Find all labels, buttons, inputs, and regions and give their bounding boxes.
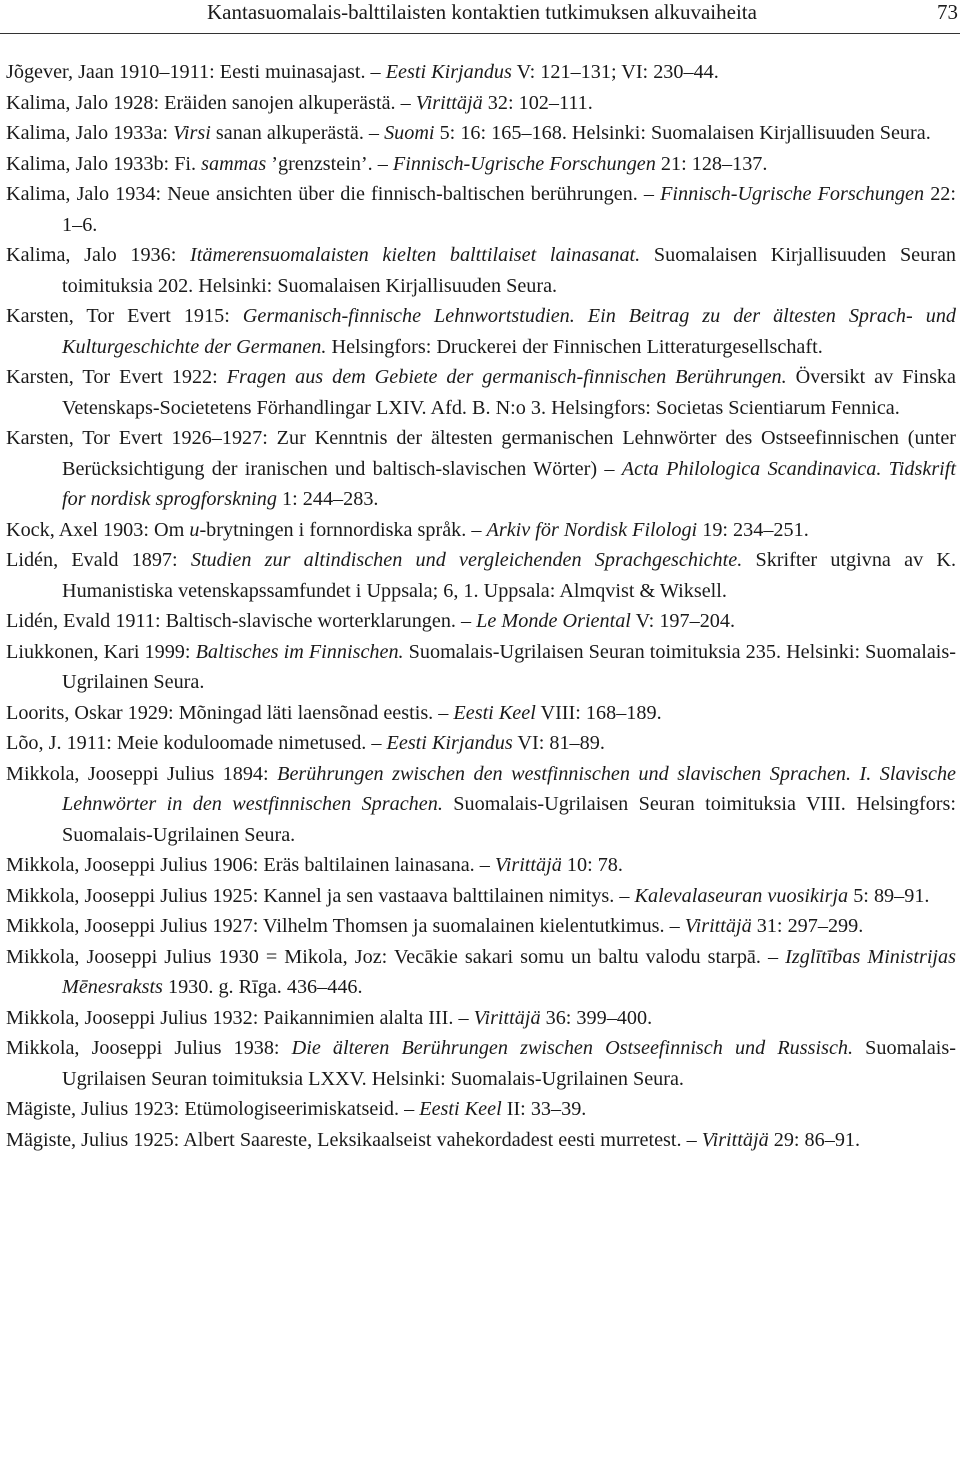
reference-title-italic: Virittäjä bbox=[701, 1128, 769, 1151]
reference-title-italic: sammas bbox=[201, 152, 267, 175]
reference-list bbox=[6, 57, 956, 1155]
reference-title-italic: Kalevalaseuran vuosikirja bbox=[634, 884, 849, 907]
header-rule bbox=[0, 33, 960, 34]
reference-entry bbox=[6, 1033, 956, 1094]
reference-title-italic: Virittäjä bbox=[473, 1006, 541, 1029]
reference-entry bbox=[6, 149, 956, 180]
running-header bbox=[0, 0, 960, 34]
reference-title-italic: Die älteren Berührungen zwischen Ostseefinnisch und Russisch. bbox=[291, 1037, 854, 1059]
reference-entry bbox=[6, 881, 956, 912]
reference-entry bbox=[6, 1003, 956, 1034]
reference-text: Suomalais-Ugrilaisen Seuran toimituksia VIII. Helsingfors: Suomalais-Ugrilainen Seura. bbox=[62, 793, 956, 846]
reference-text: Kalima, Jalo 1936: bbox=[6, 244, 191, 266]
reference-title-italic: Studien zur altindischen und vergleichenden Sprachgeschichte. bbox=[190, 549, 743, 571]
reference-title-italic: Le Monde Oriental bbox=[476, 610, 631, 632]
reference-text: V: 121–131; VI: 230–44. bbox=[511, 61, 719, 83]
reference-text: Suomalaisen Kirjallisuuden Seuran toimituksia 202. Helsinki: Suomalaisen Kirjallisuuden Seura. bbox=[62, 244, 956, 297]
reference-text: Suomalais-Ugrilaisen Seuran toimituksia LXXV. Helsinki: Suomalais-Ugrilainen Seura. bbox=[62, 1037, 956, 1090]
reference-text: Lõo, J. 1911: Meie koduloomade nimetused. – bbox=[6, 732, 387, 754]
reference-text: 10: 78. bbox=[561, 854, 623, 876]
reference-entry bbox=[6, 850, 956, 881]
reference-title-italic: Finnisch-Ugrische Forschungen bbox=[660, 183, 925, 205]
reference-text: Kalima, Jalo 1933a: bbox=[6, 122, 174, 144]
reference-text: Översikt av Finska Vetenskaps-Societetens Förhandlingar LXIV. Afd. B. N:o 3. Helsingfors: Societas Scientiarum Fennica. bbox=[62, 366, 956, 419]
running-title: Kantasuomalais-balttilaisten kontaktien tutkimuksen alkuvaiheita bbox=[207, 0, 757, 24]
reference-text: Mikkola, Jooseppi Julius 1932: Paikannimien alalta III. – bbox=[6, 1006, 474, 1029]
reference-title-italic: Eesti Keel bbox=[419, 1098, 502, 1120]
reference-title-italic: Acta Philologica Scandinavica. Tidskrift for nordisk sprogforskning bbox=[62, 457, 956, 510]
reference-entry bbox=[6, 57, 956, 88]
page-number: 73 bbox=[937, 0, 958, 24]
reference-entry bbox=[6, 545, 956, 606]
reference-text: 5: 16: 165–168. Helsinki: Suomalaisen Kirjallisuuden Seura. bbox=[434, 122, 931, 144]
reference-text: 29: 86–91. bbox=[768, 1128, 861, 1151]
reference-entry bbox=[6, 606, 956, 637]
reference-title-italic: Eesti Kirjandus bbox=[385, 61, 512, 83]
reference-entry bbox=[6, 240, 956, 301]
reference-text: VIII: 168–189. bbox=[535, 701, 662, 724]
reference-text: Loorits, Oskar 1929: Mõningad läti laensõnad eestis. – bbox=[6, 701, 454, 724]
reference-text: ’grenzstein’. – bbox=[266, 152, 393, 175]
reference-entry bbox=[6, 118, 956, 149]
reference-text: Kalima, Jalo 1933b: Fi. bbox=[6, 152, 202, 175]
reference-entry bbox=[6, 179, 956, 240]
reference-text: Mikkola, Jooseppi Julius 1938: bbox=[6, 1037, 292, 1059]
reference-text: 21: 128–137. bbox=[655, 152, 768, 175]
reference-title-italic: Virittäjä bbox=[494, 854, 562, 876]
reference-text: 31: 297–299. bbox=[751, 915, 864, 937]
reference-entry bbox=[6, 911, 956, 942]
reference-title-italic: Fragen aus dem Gebiete der germanisch-finnischen Berührungen. bbox=[226, 366, 787, 388]
reference-text: Mägiste, Julius 1925: Albert Saareste, Leksikaalseist vahekordadest eesti murretest. – bbox=[6, 1128, 702, 1151]
reference-title-italic: Virsi bbox=[173, 122, 211, 144]
reference-text: 1930. g. Rīga. 436–446. bbox=[162, 976, 363, 998]
reference-text: 1: 244–283. bbox=[276, 488, 379, 510]
reference-title-italic: Eesti Keel bbox=[453, 701, 536, 724]
reference-title-italic: Finnisch-Ugrische Forschungen bbox=[392, 152, 656, 175]
reference-text: Karsten, Tor Evert 1926–1927: Zur Kenntnis der ältesten germanischen Lehnwörter des Ostseefinnischen (unter Berücksichtigung der iranischen und baltisch-slavischen Wörter) – bbox=[6, 427, 956, 480]
reference-text: 36: 399–400. bbox=[540, 1006, 653, 1029]
reference-text: Mikkola, Jooseppi Julius 1927: Vilhelm Thomsen ja suomalainen kielentutkimus. – bbox=[6, 915, 685, 937]
reference-text: Lidén, Evald 1911: Baltisch-slavische worterklarungen. – bbox=[6, 610, 477, 632]
reference-text: Kalima, Jalo 1934: Neue ansichten über die finnisch-baltischen berührungen. – bbox=[6, 183, 661, 205]
reference-text: II: 33–39. bbox=[501, 1098, 587, 1120]
reference-entry bbox=[6, 1125, 956, 1156]
reference-entry bbox=[6, 515, 956, 546]
reference-title-italic: Izglītības Ministrijas Mēnesraksts bbox=[62, 945, 956, 998]
reference-text: 19: 234–251. bbox=[697, 518, 809, 541]
reference-title-italic: Suomi bbox=[384, 122, 435, 144]
reference-text: Liukkonen, Kari 1999: bbox=[6, 640, 196, 663]
reference-title-italic: Itämerensuomalaisten kielten balttilaiset lainasanat. bbox=[190, 244, 641, 266]
reference-text: Mägiste, Julius 1923: Etümologiseerimiskatseid. – bbox=[6, 1098, 420, 1120]
reference-text: sanan alkuperästä. – bbox=[210, 122, 385, 144]
reference-text: Mikkola, Jooseppi Julius 1894: bbox=[6, 762, 278, 785]
reference-text: -brytningen i fornnordiska språk. – bbox=[199, 518, 487, 541]
reference-entry bbox=[6, 698, 956, 729]
reference-text: Kalima, Jalo 1928: Eräiden sanojen alkuperästä. – bbox=[6, 91, 416, 114]
reference-entry bbox=[6, 423, 956, 515]
reference-title-italic: u bbox=[189, 518, 200, 541]
reference-text: 22: 1–6. bbox=[62, 183, 957, 236]
reference-text: Helsingfors: Druckerei der Finnischen Litteraturgesellschaft. bbox=[326, 335, 823, 358]
reference-text: V: 197–204. bbox=[630, 610, 736, 632]
reference-title-italic: Virittäjä bbox=[415, 91, 483, 114]
reference-text: 5: 89–91. bbox=[848, 884, 930, 907]
reference-entry bbox=[6, 759, 956, 851]
reference-title-italic: Germanisch-finnische Lehnwortstudien. Ein Beitrag zu der ältesten Sprach- und Kulturgeschichte der Germanen. bbox=[62, 305, 956, 358]
reference-text: Suomalais-Ugrilaisen Seuran toimituksia 235. Helsinki: Suomalais-Ugrilainen Seura. bbox=[62, 640, 956, 693]
reference-title-italic: Eesti Kirjandus bbox=[386, 732, 513, 754]
reference-title-italic: Baltisches im Finnischen. bbox=[195, 640, 404, 663]
reference-text: Kock, Axel 1903: Om bbox=[6, 518, 190, 541]
reference-title-italic: Berührungen zwischen den westfinnischen und slavischen Sprachen. I. Slavische Lehnwörter in den westfinnischen Sprachen. bbox=[62, 762, 956, 815]
reference-text: Jõgever, Jaan 1910–1911: Eesti muinasajast. – bbox=[6, 61, 386, 83]
reference-text: 32: 102–111. bbox=[482, 91, 593, 114]
reference-text: Karsten, Tor Evert 1922: bbox=[6, 366, 227, 388]
reference-text: Mikkola, Jooseppi Julius 1925: Kannel ja sen vastaava balttilainen nimitys. – bbox=[6, 884, 635, 907]
reference-entry bbox=[6, 362, 956, 423]
reference-title-italic: Virittäjä bbox=[684, 915, 752, 937]
reference-text: Karsten, Tor Evert 1915: bbox=[6, 305, 243, 327]
reference-text: VI: 81–89. bbox=[512, 732, 605, 754]
reference-entry bbox=[6, 88, 956, 119]
reference-text: Skrifter utgivna av K. Humanistiska vetenskapssamfundet i Uppsala; 6, 1. Uppsala: Almqvist & Wiksell. bbox=[62, 549, 957, 602]
reference-entry bbox=[6, 301, 956, 362]
reference-entry bbox=[6, 637, 956, 698]
reference-text: Lidén, Evald 1897: bbox=[6, 549, 191, 571]
reference-text: Mikkola, Jooseppi Julius 1906: Eräs baltilainen lainasana. – bbox=[6, 854, 495, 876]
reference-text: Mikkola, Jooseppi Julius 1930 = Mikola, Joz: Vecākie sakari somu un baltu valodu starpā. – bbox=[6, 945, 786, 968]
reference-title-italic: Arkiv för Nordisk Filologi bbox=[486, 518, 698, 541]
reference-entry bbox=[6, 728, 956, 759]
reference-entry bbox=[6, 1094, 956, 1125]
reference-entry bbox=[6, 942, 956, 1003]
